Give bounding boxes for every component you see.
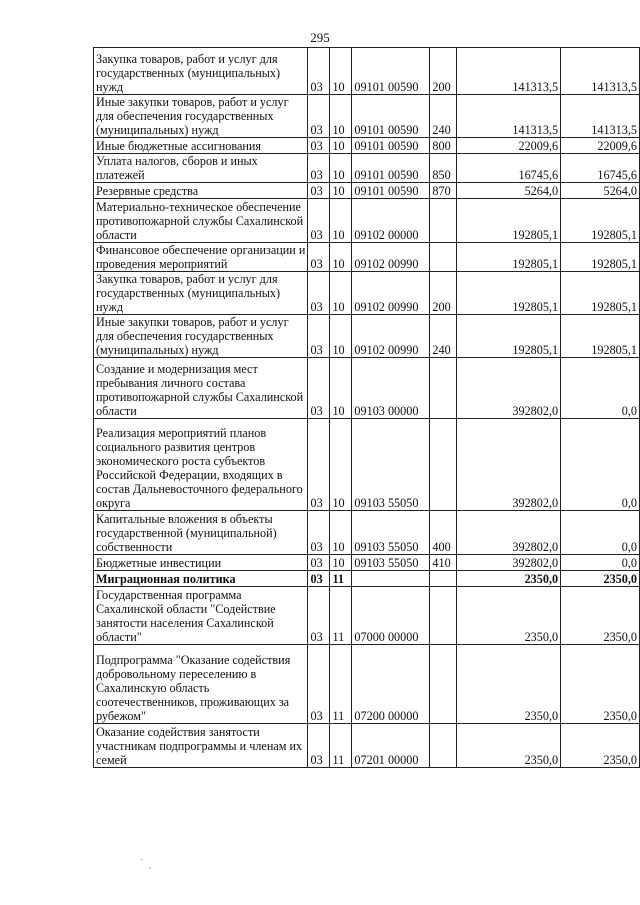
cell-name: Реализация мероприятий планов социального развития центров экономического роста субъектов Российской Федерации, входящих в состав Дальневосточного федерального округа — [94, 419, 308, 511]
cell-target-article: 09102 00990 — [352, 272, 430, 315]
cell-expense-type: 240 — [430, 315, 457, 358]
cell-expense-type — [430, 199, 457, 243]
cell-expense-type — [430, 724, 457, 768]
cell-amount-2: 0,0 — [561, 419, 640, 511]
cell-section: 03 — [308, 645, 330, 724]
table-body — [94, 48, 640, 768]
cell-section: 03 — [308, 95, 330, 138]
cell-expense-type: 850 — [430, 154, 457, 183]
cell-expense-type — [430, 645, 457, 724]
cell-amount-1: 2350,0 — [457, 645, 561, 724]
budget-table — [93, 47, 640, 768]
cell-amount-2: 192805,1 — [561, 243, 640, 272]
cell-amount-2: 141313,5 — [561, 48, 640, 95]
cell-section: 03 — [308, 571, 330, 587]
cell-amount-2: 2350,0 — [561, 724, 640, 768]
cell-amount-2: 2350,0 — [561, 587, 640, 645]
cell-section: 03 — [308, 154, 330, 183]
cell-amount-1: 392802,0 — [457, 555, 561, 571]
cell-subsection: 10 — [330, 511, 352, 555]
cell-expense-type — [430, 571, 457, 587]
cell-expense-type — [430, 358, 457, 419]
cell-target-article: 09102 00000 — [352, 199, 430, 243]
table-row — [94, 645, 640, 724]
cell-expense-type — [430, 587, 457, 645]
cell-target-article: 07201 00000 — [352, 724, 430, 768]
cell-subsection: 10 — [330, 48, 352, 95]
cell-expense-type: 200 — [430, 48, 457, 95]
cell-amount-1: 141313,5 — [457, 48, 561, 95]
cell-expense-type — [430, 419, 457, 511]
cell-name: Иные закупки товаров, работ и услуг для обеспечения государственных (муниципальных) нужд — [94, 95, 308, 138]
cell-target-article — [352, 571, 430, 587]
cell-expense-type — [430, 243, 457, 272]
cell-expense-type: 800 — [430, 138, 457, 154]
cell-expense-type: 200 — [430, 272, 457, 315]
cell-amount-2: 0,0 — [561, 555, 640, 571]
cell-amount-1: 192805,1 — [457, 315, 561, 358]
table-row — [94, 571, 640, 587]
cell-name: Капитальные вложения в объекты государственной (муниципальной) собственности — [94, 511, 308, 555]
cell-target-article: 09103 55050 — [352, 511, 430, 555]
cell-name: Подпрограмма "Оказание содействия добровольному переселению в Сахалинскую область соотечественников, проживающих за рубежом" — [94, 645, 308, 724]
cell-section: 03 — [308, 199, 330, 243]
cell-amount-2: 5264,0 — [561, 183, 640, 199]
cell-subsection: 10 — [330, 154, 352, 183]
cell-name: Бюджетные инвестиции — [94, 555, 308, 571]
cell-section: 03 — [308, 587, 330, 645]
table-row — [94, 138, 640, 154]
cell-subsection: 10 — [330, 358, 352, 419]
cell-name: Иные закупки товаров, работ и услуг для обеспечения государственных (муниципальных) нужд — [94, 315, 308, 358]
cell-target-article: 09101 00590 — [352, 48, 430, 95]
cell-amount-1: 392802,0 — [457, 358, 561, 419]
cell-name: Миграционная политика — [94, 571, 308, 587]
cell-amount-2: 2350,0 — [561, 571, 640, 587]
cell-section: 03 — [308, 243, 330, 272]
cell-target-article: 09103 55050 — [352, 419, 430, 511]
cell-subsection: 11 — [330, 571, 352, 587]
cell-amount-1: 22009,6 — [457, 138, 561, 154]
cell-section: 03 — [308, 272, 330, 315]
cell-subsection: 10 — [330, 272, 352, 315]
cell-amount-1: 192805,1 — [457, 243, 561, 272]
cell-expense-type: 240 — [430, 95, 457, 138]
cell-expense-type: 400 — [430, 511, 457, 555]
table-row — [94, 243, 640, 272]
cell-target-article: 09103 00000 — [352, 358, 430, 419]
cell-name: Закупка товаров, работ и услуг для государственных (муниципальных) нужд — [94, 48, 308, 95]
cell-target-article: 09101 00590 — [352, 95, 430, 138]
cell-amount-1: 2350,0 — [457, 724, 561, 768]
cell-name: Финансовое обеспечение организации и проведения мероприятий — [94, 243, 308, 272]
cell-amount-1: 392802,0 — [457, 511, 561, 555]
cell-section: 03 — [308, 183, 330, 199]
table-row — [94, 511, 640, 555]
cell-name: Закупка товаров, работ и услуг для государственных (муниципальных) нужд — [94, 272, 308, 315]
cell-section: 03 — [308, 358, 330, 419]
scan-specks: ˙ ˎ — [140, 858, 152, 869]
cell-name: Материально-техническое обеспечение противопожарной службы Сахалинской области — [94, 199, 308, 243]
cell-name: Резервные средства — [94, 183, 308, 199]
cell-subsection: 10 — [330, 95, 352, 138]
cell-amount-2: 192805,1 — [561, 199, 640, 243]
cell-amount-1: 141313,5 — [457, 95, 561, 138]
cell-target-article: 09103 55050 — [352, 555, 430, 571]
cell-target-article: 09102 00990 — [352, 243, 430, 272]
cell-target-article: 09101 00590 — [352, 138, 430, 154]
cell-amount-1: 192805,1 — [457, 199, 561, 243]
cell-amount-1: 192805,1 — [457, 272, 561, 315]
table-row — [94, 555, 640, 571]
cell-subsection: 11 — [330, 724, 352, 768]
cell-subsection: 10 — [330, 419, 352, 511]
cell-expense-type: 410 — [430, 555, 457, 571]
cell-subsection: 10 — [330, 183, 352, 199]
cell-amount-1: 392802,0 — [457, 419, 561, 511]
cell-amount-2: 141313,5 — [561, 95, 640, 138]
table-row — [94, 587, 640, 645]
cell-amount-1: 5264,0 — [457, 183, 561, 199]
cell-amount-2: 22009,6 — [561, 138, 640, 154]
cell-section: 03 — [308, 724, 330, 768]
cell-amount-2: 0,0 — [561, 511, 640, 555]
table-row — [94, 358, 640, 419]
table-row — [94, 199, 640, 243]
cell-name: Уплата налогов, сборов и иных платежей — [94, 154, 308, 183]
table-row — [94, 419, 640, 511]
cell-name: Создание и модернизация мест пребывания личного состава противопожарной службы Сахалинской области — [94, 358, 308, 419]
cell-target-article: 09102 00990 — [352, 315, 430, 358]
cell-subsection: 10 — [330, 138, 352, 154]
table-row — [94, 183, 640, 199]
table-row — [94, 154, 640, 183]
table-row — [94, 272, 640, 315]
cell-amount-1: 2350,0 — [457, 587, 561, 645]
cell-section: 03 — [308, 555, 330, 571]
cell-subsection: 10 — [330, 199, 352, 243]
table-row — [94, 315, 640, 358]
cell-amount-2: 0,0 — [561, 358, 640, 419]
cell-name: Оказание содействия занятости участникам подпрограммы и членам их семей — [94, 724, 308, 768]
cell-subsection: 10 — [330, 315, 352, 358]
cell-section: 03 — [308, 138, 330, 154]
cell-amount-2: 16745,6 — [561, 154, 640, 183]
cell-expense-type: 870 — [430, 183, 457, 199]
cell-amount-1: 2350,0 — [457, 571, 561, 587]
cell-target-article: 09101 00590 — [352, 154, 430, 183]
cell-subsection: 10 — [330, 555, 352, 571]
cell-name: Государственная программа Сахалинской области "Содействие занятости населения Сахалинской области" — [94, 587, 308, 645]
cell-amount-2: 192805,1 — [561, 272, 640, 315]
cell-section: 03 — [308, 511, 330, 555]
cell-section: 03 — [308, 315, 330, 358]
cell-section: 03 — [308, 419, 330, 511]
page-number: 295 — [310, 30, 330, 45]
cell-target-article: 07000 00000 — [352, 587, 430, 645]
cell-subsection: 11 — [330, 645, 352, 724]
cell-target-article: 07200 00000 — [352, 645, 430, 724]
cell-subsection: 11 — [330, 587, 352, 645]
table-row — [94, 95, 640, 138]
cell-section: 03 — [308, 48, 330, 95]
cell-name: Иные бюджетные ассигнования — [94, 138, 308, 154]
table-row — [94, 48, 640, 95]
table-row — [94, 724, 640, 768]
cell-amount-2: 192805,1 — [561, 315, 640, 358]
cell-target-article: 09101 00590 — [352, 183, 430, 199]
cell-amount-1: 16745,6 — [457, 154, 561, 183]
cell-amount-2: 2350,0 — [561, 645, 640, 724]
cell-subsection: 10 — [330, 243, 352, 272]
